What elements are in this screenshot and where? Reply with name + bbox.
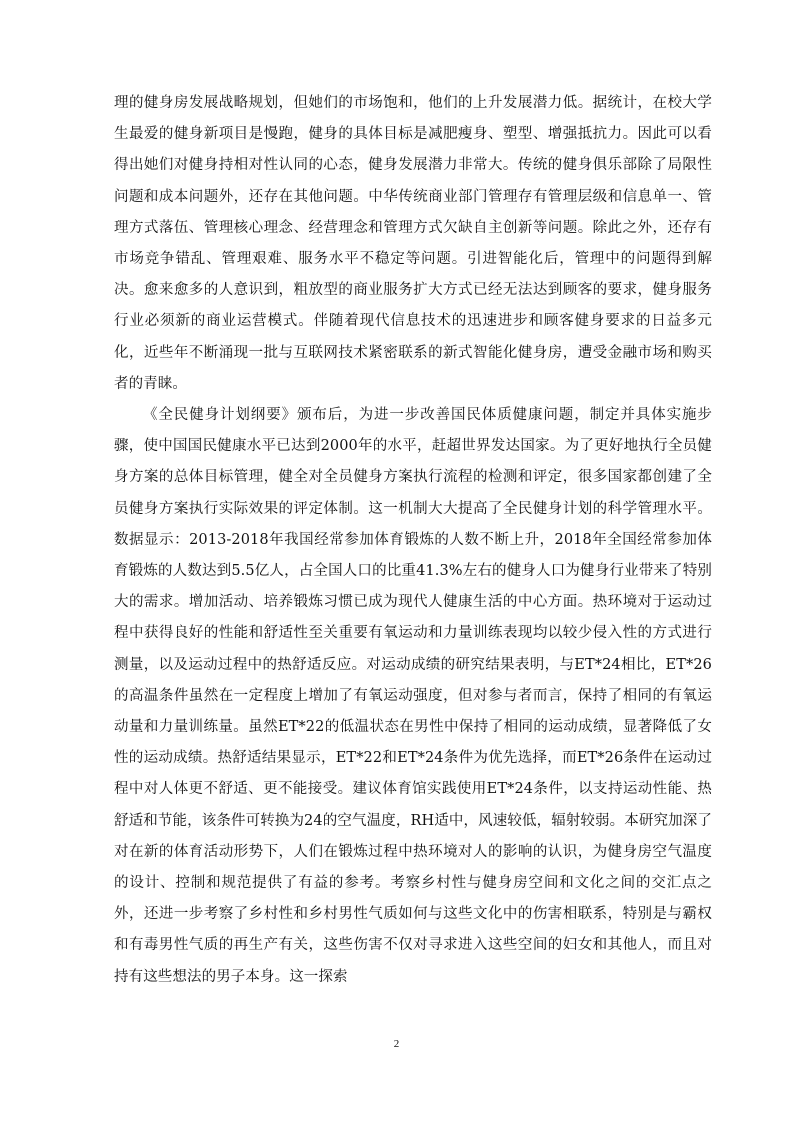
document-body [114,88,712,993]
paragraph-fitness-plan: 《全民健身计划纲要》颁布后，为进一步改善国民体质健康问题，制定并具体实施步骤，使中国国民健康水平已达到2000年的水平，赶超世界发达国家。为了更好地执行全员健身方案的总体目标管理，健全对全员健身方案执行流程的检测和评定，很多国家都创建了全员健身方案执行实际效果的评定体制。这一机制大大提高了全民健身计划的科学管理水平。数据显示：2013-2018年我国经常参加体育锻炼的人数不断上升，2018年全国经常参加体育锻炼的人数达到5.5亿人，占全国人口的比重41.3%左右的健身人口为健身行业带来了特别大的需求。增加活动、培养锻炼习惯已成为现代人健康生活的中心方面。热环境对于运动过程中获得良好的性能和舒适性至关重要有氧运动和力量训练表现均以较少侵入性的方式进行测量，以及运动过程中的热舒适反应。对运动成绩的研究结果表明，与ET*24相比，ET*26的高温条件虽然在一定程度上增加了有氧运动强度，但对参与者而言，保持了相同的有氧运动量和力量训练量。虽然ET*22的低温状态在男性中保持了相同的运动成绩，显著降低了女性的运动成绩。热舒适结果显示，ET*22和ET*24条件为优先选择，而ET*26条件在运动过程中对人体更不舒适、更不能接受。建议体育馆实践使用ET*24条件，以支持运动性能、热舒适和节能，该条件可转换为24的空气温度，RH适中，风速较低，辐射较弱。本研究加深了对在新的体育活动形势下，人们在锻炼过程中热环境对人的影响的认识，为健身房空气温度的设计、控制和规范提供了有益的参考。考察乡村性与健身房空间和文化之间的交汇点之外，还进一步考察了乡村性和乡村男性气质如何与这些文化中的伤害相联系，特别是与霸权和有毒男性气质的再生产有关，这些伤害不仅对寻求进入这些空间的妇女和其他人，而且对持有这些想法的男子本身。这一探索 [114,407,712,985]
page-number: 2 [393,1038,400,1050]
paragraph-continuation: 理的健身房发展战略规划，但她们的市场饱和，他们的上升发展潜力低。据统计，在校大学生最爱的健身新项目是慢跑，健身的具体目标是减肥瘦身、塑型、增强抵抗力。因此可以看得出她们对健身持相对性认同的心态，健身发展潜力非常大。传统的健身俱乐部除了局限性问题和成本问题外，还存在其他问题。中华传统商业部门管理存有管理层级和信息单一、管理方式落伍、管理核心理念、经营理念和管理方式欠缺自主创新等问题。除此之外，还存有市场竞争错乱、管理艰难、服务水平不稳定等问题。引进智能化后，管理中的问题得到解决。愈来愈多的人意识到，粗放型的商业服务扩大方式已经无法达到顾客的要求，健身服务行业必须新的商业运营模式。伴随着现代信息技术的迅速进步和顾客健身要求的日益多元化，近些年不断涌现一批与互联网技术紧密联系的新式智能化健身房，遭受金融市场和购买者的青睐。 [114,95,712,392]
